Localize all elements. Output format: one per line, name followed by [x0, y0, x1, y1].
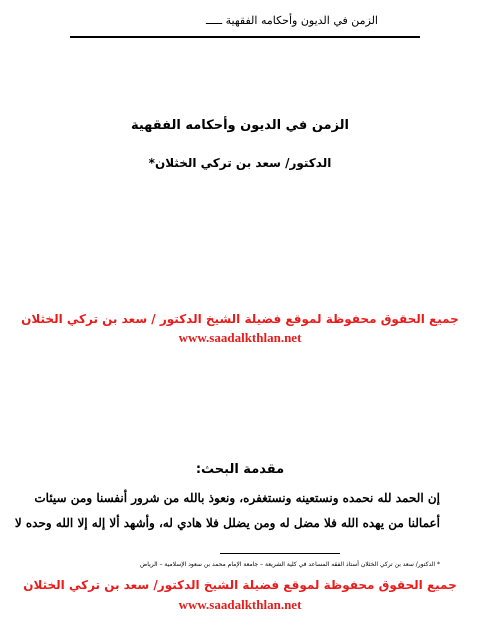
introduction-heading: مقدمة البحث:	[195, 462, 285, 477]
header-divider	[70, 36, 420, 38]
footnote-divider	[220, 553, 340, 554]
footer-website-link[interactable]: www.saadalkthlan.net	[178, 597, 302, 612]
website-link[interactable]: www.saadalkthlan.net	[178, 330, 302, 345]
author-line: الدكتور/ سعد بن تركي الخثلان*	[148, 156, 332, 170]
body-text-line: أعمالنا من يهده الله فلا مضل له ومن يضلل فلا هادي له، وأشهد ألا إله إلا الله وحده لا	[14, 516, 440, 530]
footer-rights-notice: جميع الحقوق محفوظة لموقع فضيلة الشيخ الدكتور/ سعد بن تركي الخثلان	[23, 578, 457, 592]
body-text-line: إن الحمد لله نحمده ونستعينه ونستغفره، ونعوذ بالله من شرور أنفسنا ومن سيئات	[34, 491, 440, 505]
rights-notice: جميع الحقوق محفوظة لموقع فضيلة الشيخ الدكتور / سعد بن تركي الخثلان	[21, 312, 459, 326]
document-title: الزمن في الديون وأحكامه الفقهية	[130, 118, 350, 133]
running-header: الزمن في الديون وأحكامه الفقهية ـــــ	[206, 14, 378, 27]
footnote: * الدكتور/ سعد بن تركي الخثلان أستاذ الفقه المساعد في كلية الشريعة – جامعة الإمام محمد بن سعود الإسلامية – الرياض	[140, 561, 440, 568]
